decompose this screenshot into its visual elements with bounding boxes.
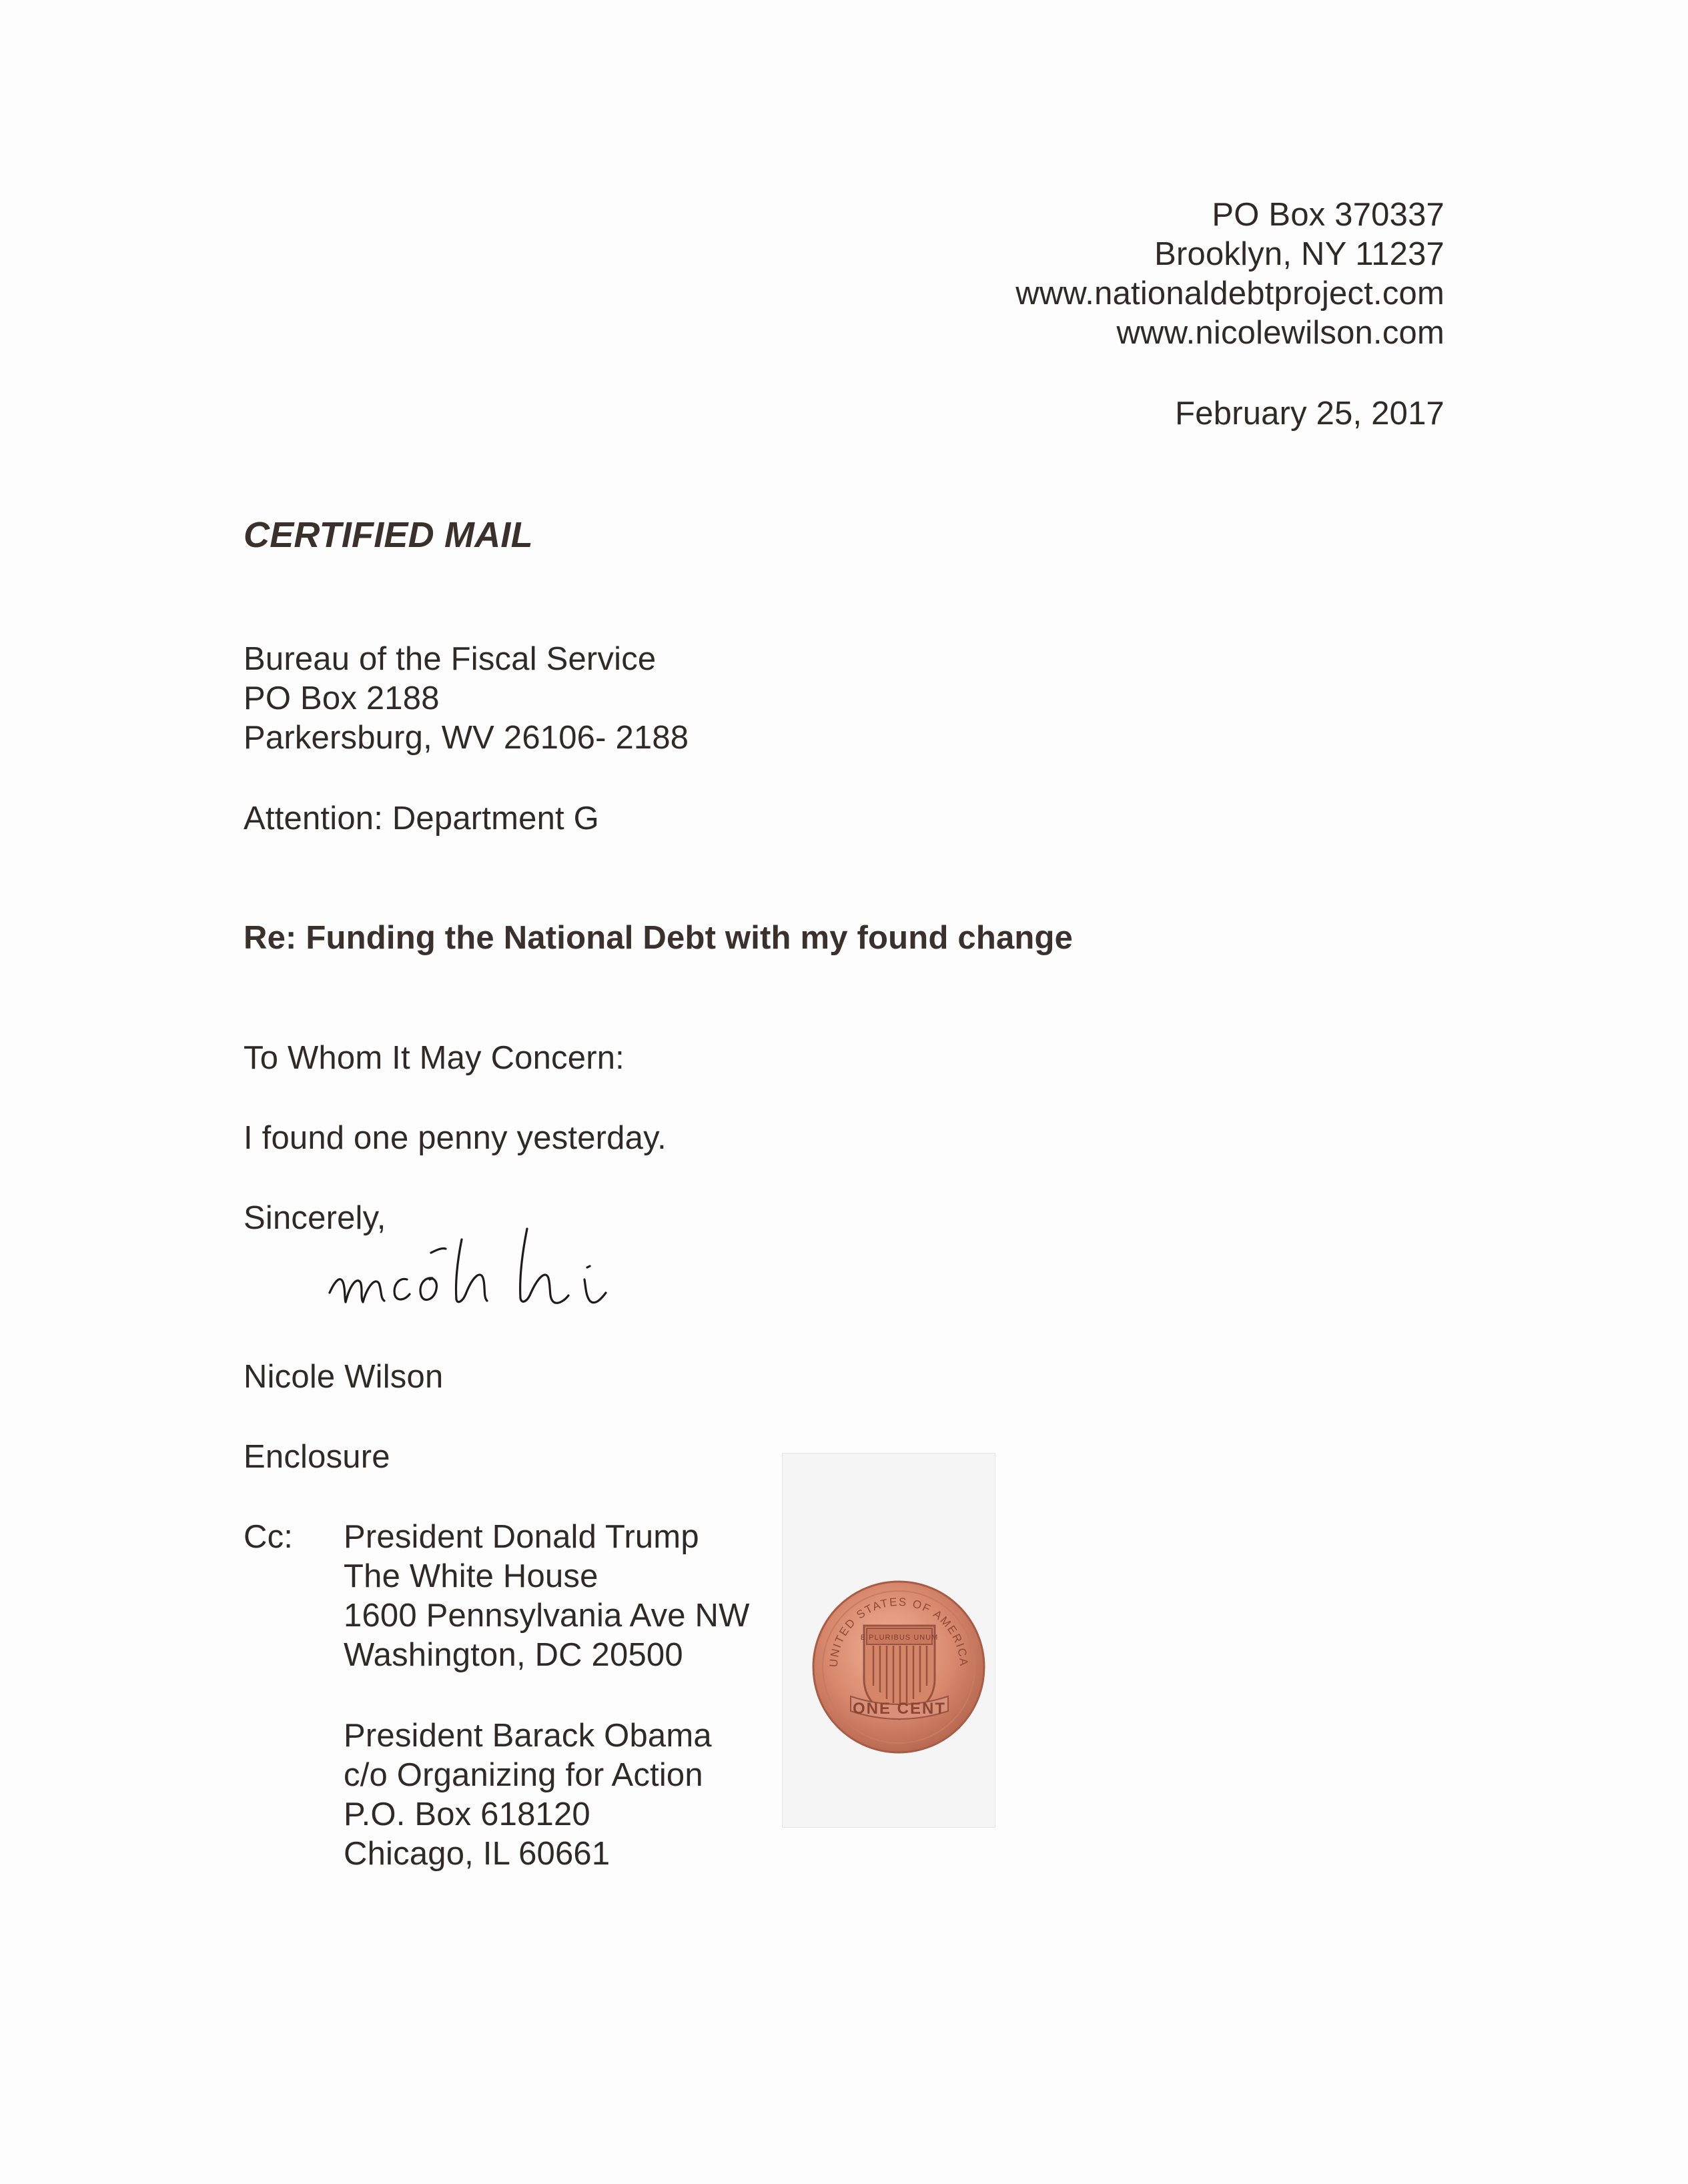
sender-website-link[interactable]: www.nationaldebtproject.com — [1015, 276, 1444, 312]
subject-line: Re: Funding the National Debt with my found change — [244, 920, 1074, 956]
svg-text:ONE CENT: ONE CENT — [852, 1700, 947, 1718]
cc-recipient-line: P.O. Box 618120 — [344, 1796, 590, 1832]
enclosure-note: Enclosure — [244, 1439, 390, 1475]
sender-personal-website-link[interactable]: www.nicolewilson.com — [1116, 315, 1444, 351]
cc-recipient-line: 1600 Pennsylvania Ave NW — [344, 1598, 750, 1634]
attention-line: Attention: Department G — [244, 800, 599, 837]
handwritten-signature — [320, 1213, 707, 1333]
penny-coin-image — [811, 1579, 987, 1756]
cc-recipient-line: President Barack Obama — [344, 1718, 712, 1754]
cc-recipient-line: Chicago, IL 60661 — [344, 1836, 610, 1872]
certified-mail-heading: CERTIFIED MAIL — [244, 515, 533, 555]
cc-recipient-line: President Donald Trump — [344, 1519, 699, 1555]
sender-address-line2: Brooklyn, NY 11237 — [1154, 236, 1444, 272]
recipient-po-box: PO Box 2188 — [244, 680, 440, 716]
letter-body: I found one penny yesterday. — [244, 1120, 667, 1156]
closing: Sincerely, — [244, 1200, 386, 1236]
letter-date: February 25, 2017 — [1175, 396, 1444, 432]
cc-label: Cc: — [244, 1519, 294, 1555]
cc-recipient-line: The White House — [344, 1558, 598, 1594]
svg-text:UNITED STATES OF AMERICA: UNITED STATES OF AMERICA — [827, 1595, 971, 1668]
sender-address-line1: PO Box 370337 — [1212, 197, 1444, 233]
svg-text:E PLURIBUS UNUM: E PLURIBUS UNUM — [860, 1634, 939, 1642]
cc-recipient-line: Washington, DC 20500 — [344, 1637, 683, 1673]
salutation: To Whom It May Concern: — [244, 1040, 624, 1076]
cc-recipient-line: c/o Organizing for Action — [344, 1757, 703, 1793]
recipient-city-state-zip: Parkersburg, WV 26106- 2188 — [244, 720, 689, 756]
recipient-name: Bureau of the Fiscal Service — [244, 641, 657, 677]
signer-name: Nicole Wilson — [244, 1359, 444, 1395]
